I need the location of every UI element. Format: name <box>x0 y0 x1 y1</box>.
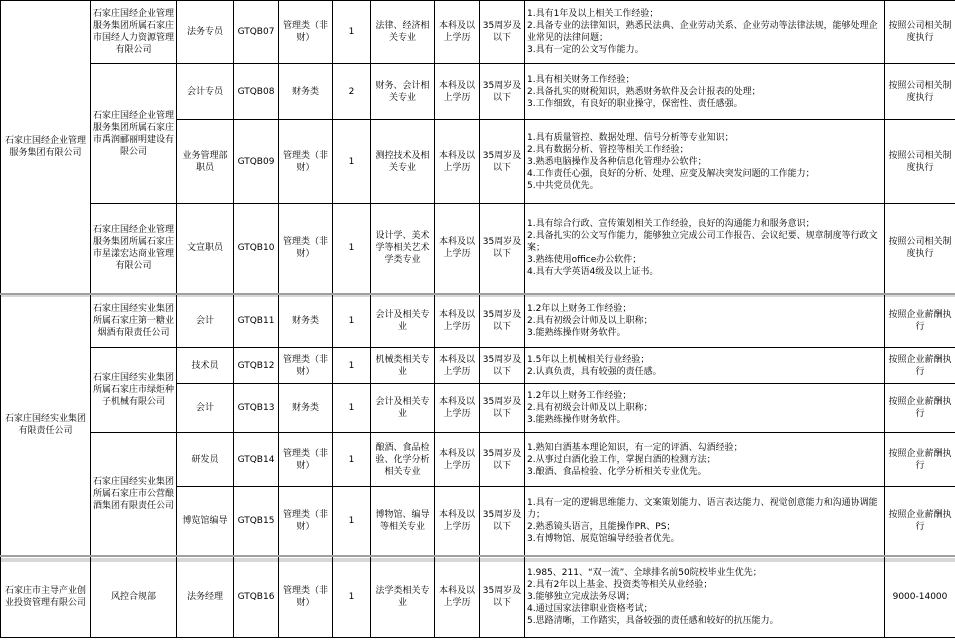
requirements-cell: 1.985、211、“双一流”、全球排名前50院校毕业生优先； 2.具有2年以上基金、投资类等相关从业经验； 3.能够独立完成法务尽调； 4.通过国家法律职业资格考试； 5.思路清晰，工作踏实，具备较强的责任感和较好的抗压能力。 <box>525 556 885 638</box>
salary-cell: 按照公司相关制度执行 <box>885 1 955 64</box>
code-cell: GTQB16 <box>234 556 279 638</box>
age-cell: 35周岁及以下 <box>480 64 525 120</box>
education-cell: 本科及以上学历 <box>435 120 480 204</box>
count-cell: 1 <box>333 556 371 638</box>
subsidiary-cell: 石家庄国经实业集团所属石家庄第一糖业烟酒有限责任公司 <box>91 294 177 348</box>
salary-cell: 按照公司相关制度执行 <box>885 120 955 204</box>
requirements-cell: 1.具有质量管控、数据处理、信号分析等专业知识； 2.具有数据分析、管控等相关工作经验； 3.熟悉电脑操作及各种信息化管理办公软件； 4.工作责任心强，良好的分析、处理、应变及解决突发问题的工作能力； 5.中共党员优先。 <box>525 120 885 204</box>
count-cell: 1 <box>333 384 371 433</box>
code-cell: GTQB10 <box>234 204 279 294</box>
subsidiary-cell: 石家庄国经实业集团所属石家庄市公营酿酒集团有限责任公司 <box>91 433 177 556</box>
requirements-cell: 1.2年以上财务工作经验； 2.具有初级会计师及以上职称； 3.能熟练操作财务软件。 <box>525 294 885 348</box>
count-cell: 1 <box>333 433 371 487</box>
position-cell: 会计 <box>177 294 234 348</box>
education-cell: 本科及以上学历 <box>435 64 480 120</box>
requirements-cell: 1.具有相关财务工作经验； 2.具备扎实的财税知识，熟悉财务软件及会计报表的处理； 3.工作细致，有良好的职业操守，保密性、责任感强。 <box>525 64 885 120</box>
requirements-cell: 1.具有综合行政、宣传策划相关工作经验，良好的沟通能力和服务意识； 2.具备扎实的公文写作能力，能够独立完成公司工作报告、会议纪要、规章制度等行政文案； 3.熟练使用office办公软件； 4.具有大学英语4级及以上证书。 <box>525 204 885 294</box>
position-cell: 会计 <box>177 384 234 433</box>
salary-cell: 按照公司相关制度执行 <box>885 204 955 294</box>
count-cell: 1 <box>333 348 371 384</box>
salary-cell: 按照企业薪酬执行 <box>885 294 955 348</box>
category-cell: 管理类（非财） <box>279 348 333 384</box>
code-cell: GTQB14 <box>234 433 279 487</box>
education-cell: 本科及以上学历 <box>435 487 480 556</box>
education-cell: 本科及以上学历 <box>435 294 480 348</box>
age-cell: 35周岁及以下 <box>480 556 525 638</box>
salary-cell: 按照公司相关制度执行 <box>885 64 955 120</box>
group-cell: 石家庄国经实业集团有限责任公司 <box>1 294 91 556</box>
category-cell: 管理类（非财） <box>279 1 333 64</box>
position-cell: 研发员 <box>177 433 234 487</box>
code-cell: GTQB08 <box>234 64 279 120</box>
requirements-cell: 1.5年以上机械相关行业经验； 2.认真负责，具有较强的责任感。 <box>525 348 885 384</box>
group-cell: 石家庄市主导产业创业投资管理有限公司 <box>1 556 91 638</box>
table-row <box>1 556 955 638</box>
education-cell: 本科及以上学历 <box>435 348 480 384</box>
salary-cell: 按照企业薪酬执行 <box>885 433 955 487</box>
major-cell: 法律、经济相关专业 <box>371 1 435 64</box>
age-cell: 35周岁及以下 <box>480 120 525 204</box>
category-cell: 财务类 <box>279 384 333 433</box>
education-cell: 本科及以上学历 <box>435 384 480 433</box>
requirements-cell: 1.2年以上财务工作经验； 2.具有初级会计师及以上职称； 3.能熟练操作财务软件。 <box>525 384 885 433</box>
category-cell: 管理类（非财） <box>279 487 333 556</box>
salary-cell: 按照企业薪酬执行 <box>885 487 955 556</box>
code-cell: GTQB09 <box>234 120 279 204</box>
count-cell: 1 <box>333 1 371 64</box>
position-cell: 业务管理部职员 <box>177 120 234 204</box>
table-row <box>1 204 955 294</box>
position-cell: 文宣职员 <box>177 204 234 294</box>
table-row <box>1 433 955 487</box>
age-cell: 35周岁及以下 <box>480 1 525 64</box>
age-cell: 35周岁及以下 <box>480 384 525 433</box>
requirements-cell: 1.熟知白酒基本理论知识，有一定的评酒、勾酒经验； 2.从事过白酒化验工作，掌握白酒的检测方法； 3.酿酒、食品检验、化学分析相关专业优先。 <box>525 433 885 487</box>
position-cell: 会计专员 <box>177 64 234 120</box>
count-cell: 2 <box>333 64 371 120</box>
age-cell: 35周岁及以下 <box>480 204 525 294</box>
code-cell: GTQB11 <box>234 294 279 348</box>
code-cell: GTQB15 <box>234 487 279 556</box>
requirements-cell: 1.具有1年及以上相关工作经验； 2.具备专业的法律知识，熟悉民法典、企业劳动关系、企业劳动等法律法规，能够处理企业常见的法律问题； 3.具有一定的公文写作能力。 <box>525 1 885 64</box>
salary-cell: 9000-14000 <box>885 556 955 638</box>
salary-cell: 按照企业薪酬执行 <box>885 348 955 384</box>
major-cell: 机械类相关专业 <box>371 348 435 384</box>
count-cell: 1 <box>333 204 371 294</box>
major-cell: 法学类相关专业 <box>371 556 435 638</box>
table-row <box>1 64 955 120</box>
category-cell: 管理类（非财） <box>279 120 333 204</box>
salary-cell: 按照企业薪酬执行 <box>885 384 955 433</box>
position-cell: 法务经理 <box>177 556 234 638</box>
table-row <box>1 294 955 348</box>
major-cell: 会计及相关专业 <box>371 384 435 433</box>
count-cell: 1 <box>333 120 371 204</box>
education-cell: 本科及以上学历 <box>435 433 480 487</box>
subsidiary-cell: 风控合规部 <box>91 556 177 638</box>
position-cell: 技术员 <box>177 348 234 384</box>
category-cell: 管理类（非财） <box>279 556 333 638</box>
group-cell: 石家庄国经企业管理服务集团有限公司 <box>1 1 91 294</box>
subsidiary-cell: 石家庄国经实业集团所属石家庄市绿炬种子机械有限公司 <box>91 348 177 433</box>
major-cell: 会计及相关专业 <box>371 294 435 348</box>
age-cell: 35周岁及以下 <box>480 348 525 384</box>
requirements-cell: 1.具有一定的逻辑思维能力、文案策划能力、语言表达能力、视觉创意能力和沟通协调能力； 2.熟悉镜头语言，且能操作PR、PS； 3.有博物馆、展览馆编导经验者优先。 <box>525 487 885 556</box>
category-cell: 财务类 <box>279 64 333 120</box>
education-cell: 本科及以上学历 <box>435 556 480 638</box>
major-cell: 博物馆、编导等相关专业 <box>371 487 435 556</box>
category-cell: 管理类（非财） <box>279 204 333 294</box>
category-cell: 财务类 <box>279 294 333 348</box>
age-cell: 35周岁及以下 <box>480 487 525 556</box>
table-row <box>1 1 955 64</box>
position-cell: 法务专员 <box>177 1 234 64</box>
age-cell: 35周岁及以下 <box>480 294 525 348</box>
code-cell: GTQB13 <box>234 384 279 433</box>
major-cell: 测控技术及相关专业 <box>371 120 435 204</box>
category-cell: 管理类（非财） <box>279 433 333 487</box>
education-cell: 本科及以上学历 <box>435 1 480 64</box>
major-cell: 酿酒、食品检验、化学分析相关专业 <box>371 433 435 487</box>
education-cell: 本科及以上学历 <box>435 204 480 294</box>
code-cell: GTQB07 <box>234 1 279 64</box>
subsidiary-cell: 石家庄国经企业管理服务集团所属石家庄市国经人力资源管理有限公司 <box>91 1 177 64</box>
code-cell: GTQB12 <box>234 348 279 384</box>
count-cell: 1 <box>333 487 371 556</box>
subsidiary-cell: 石家庄国经企业管理服务集团所属石家庄市星漾宏达商业管理有限公司 <box>91 204 177 294</box>
count-cell: 1 <box>333 294 371 348</box>
age-cell: 35周岁及以下 <box>480 433 525 487</box>
subsidiary-cell: 石家庄国经企业管理服务集团所属石家庄市禹润郦丽明建设有限公司 <box>91 64 177 204</box>
major-cell: 设计学、美术学等相关艺术学类专业 <box>371 204 435 294</box>
table-row <box>1 348 955 384</box>
position-cell: 博览馆编导 <box>177 487 234 556</box>
major-cell: 财务、会计相关专业 <box>371 64 435 120</box>
